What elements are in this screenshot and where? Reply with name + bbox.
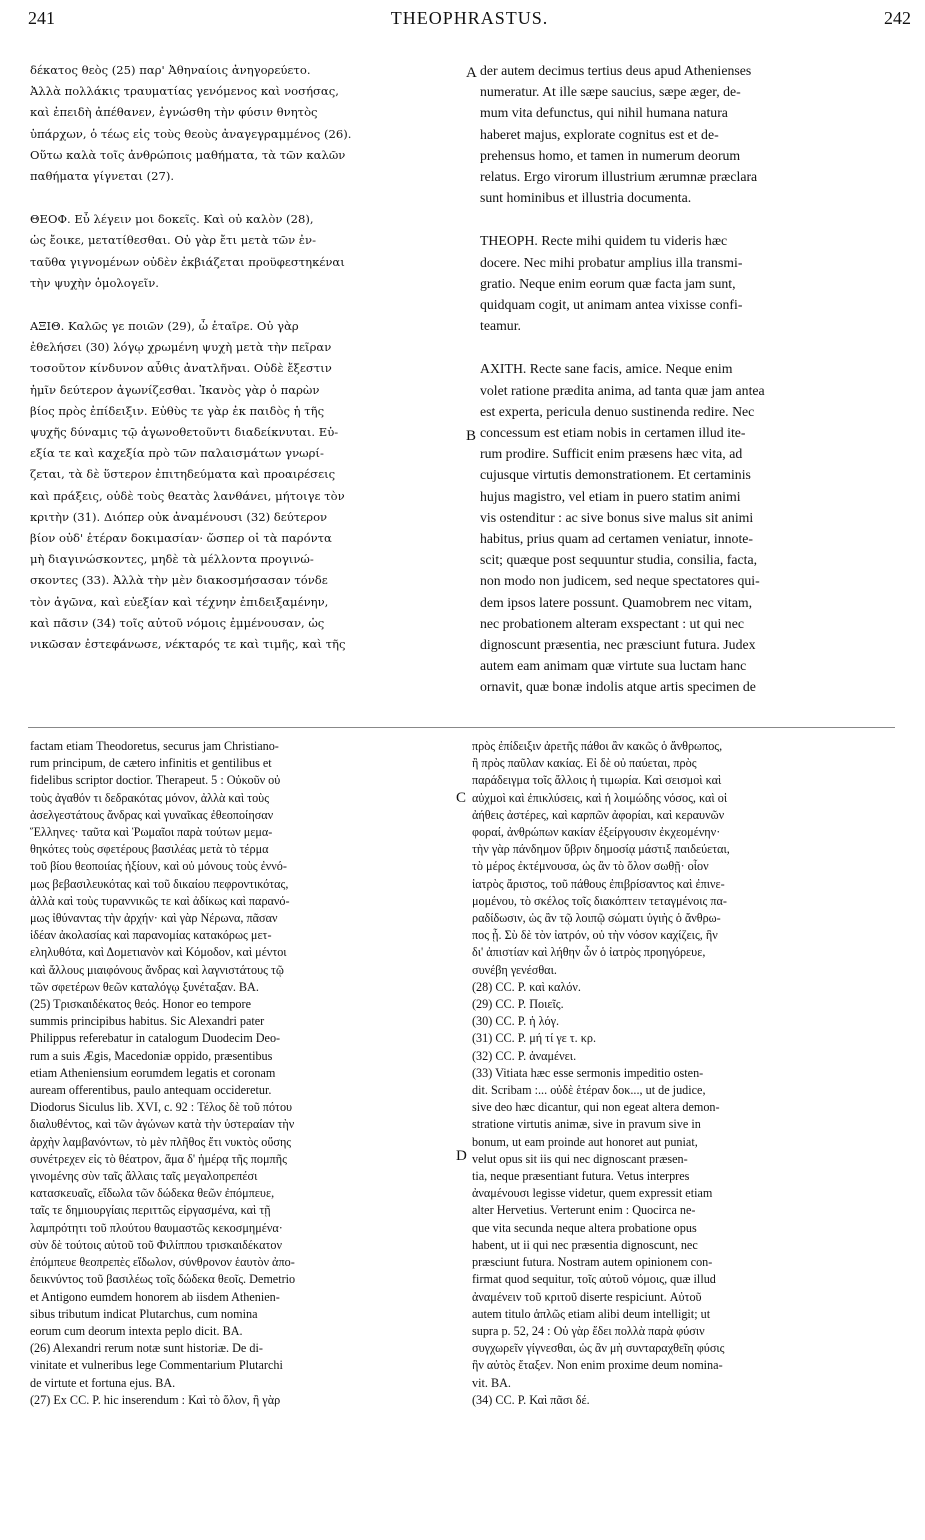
footnotes-right-column — [472, 738, 892, 1409]
text-line: et Antigono eumdem honorem ab iisdem Athenien- — [30, 1289, 280, 1304]
text-line: volet ratione prædita anima, ad tanta quæ jam antea — [480, 382, 765, 398]
text-line: βίος πρὸς ἐπίδειξιν. Εὐθὺς τε γὰρ ἐκ παιδὸς ἡ τῆς — [30, 403, 325, 418]
text-line: νικῶσαν ἐστεφάνωσε, νέκταρός τε καὶ τιμῆς, καὶ τῆς — [30, 637, 346, 652]
text-line: (25) Τρισκαιδέκατος θεός. Honor eo tempore — [30, 997, 251, 1012]
text-line: ἐθελήσει (30) λόγῳ χρωμένη ψυχὴ μετὰ τὴν πεῖραν — [30, 340, 332, 355]
text-line: rum prodire. Sufficit enim præsens hæc vita, ad — [480, 446, 743, 462]
text-line: summis principibus habitus. Sic Alexandri pater — [30, 1014, 265, 1029]
text-line: καὶ πράξεις, οὐδὲ τοὺς θεατὰς λανθάνει, μήτοιγε τὸν — [30, 488, 345, 503]
text-line: scit; quæque post sequuntur studia, consilia, facta, — [480, 552, 758, 568]
text-line: ταῦθα γιγνομένων οὐδὲν ἐκβιάζεται προϋφεστηκέναι — [30, 254, 345, 269]
text-line: firmat quod sequitur, τοῖς αὐτοῦ νόμοις, quæ illud — [472, 1272, 716, 1287]
text-line: rum a suis Ægis, Macedoniæ oppido, præsentibus — [30, 1048, 273, 1063]
text-line: der autem decimus tertius deus apud Athenienses — [480, 63, 752, 78]
text-line: ἀρχὴν λαμβανόντων, τὸ μὲν πλῆθος ἔτι νυκτὸς οὔσης — [30, 1134, 292, 1149]
text-line: ΑΞΙΘ. Καλῶς γε ποιῶν (29), ὦ ἑταῖρε. Οὐ γὰρ — [30, 319, 299, 334]
text-line: alter Hervetius. Verterunt enim : Quocirca ne- — [472, 1203, 696, 1218]
text-line: τοὺς ἀγαθόν τι δεδρακότας μόνον, ἀλλὰ καὶ τοὺς — [30, 790, 270, 805]
paragraph-gap — [480, 336, 890, 358]
text-line: de virtute et fortuna ejus. BA. — [30, 1375, 176, 1390]
text-line: καὶ ἄλλους μιαιφόνους ἄνδρας καὶ λαγνιστάτους τῷ — [30, 962, 284, 977]
text-line: μὴ διαγινώσκοντες, μηδὲ τὰ μέλλοντα προγινώ- — [30, 552, 314, 567]
text-line: eorum cum deorum intexta peplo dicit. BA. — [30, 1323, 243, 1338]
text-line: αὐχμοὶ καὶ ἐπικλύσεις, καὶ ἡ λοιμώδης νόσος, καὶ οἱ — [472, 790, 728, 805]
text-line: THEOPH. Recte mihi quidem tu videris hæc — [480, 233, 728, 249]
text-line: σὺν δὲ τούτοις αὐτοῦ τοῦ Φιλίππου τρισκαιδέκατον — [30, 1237, 282, 1252]
text-line: συνέτρεχεν εἰς τὸ θέατρον, ἅμα δ' ἡμέρᾳ τῆς πομπῆς — [30, 1151, 287, 1166]
text-line: dignoscunt præsentia, nec præsciunt futura. Judex — [480, 637, 756, 653]
text-line: ἢ πρὸς παῦλαν κακίας. Εἰ δὲ οὐ παύεται, πρὸς — [472, 756, 697, 771]
text-line: docere. Nec mihi probatur amplius illa transmi- — [480, 254, 743, 270]
margin-letter-c: C — [456, 790, 467, 806]
running-header — [28, 8, 911, 32]
text-line: ἀήθεις ἀστέρες, καὶ καρπῶν ἀφορίαι, καὶ κεραυνῶν — [472, 807, 725, 822]
text-line: ἀλλὰ καὶ τοὺς τυραννικῶς τε καὶ ἀδίκως καὶ παρανό- — [30, 893, 290, 908]
text-line: ἀναμένουσι legisse videtur, quem expressit etiam — [472, 1186, 713, 1201]
paragraph-gap — [480, 208, 890, 230]
text-line: θηκότες τοὺς σφετέρους βασιλέας μετὰ τὸ τέρμα — [30, 842, 269, 857]
text-line: bonum, ut eam proinde aut honoret aut puniat, — [472, 1134, 698, 1149]
text-line: numeratur. At ille sæpe saucius, sæpe æger, de- — [480, 84, 741, 100]
text-line: ψυχῆς δύναμις τῷ ἀγωνοθετοῦντι διαδείκνυται. Εὐ- — [30, 425, 339, 440]
margin-letter-b: B — [466, 428, 477, 444]
text-line: δεικνύντος τοῦ βασιλέως τοῖς δώδεκα θεοῖς. Demetrio — [30, 1272, 296, 1287]
text-line: εξία τε καὶ καχεξία πρὸ τῶν παλαισμάτων γνωρί- — [30, 446, 324, 461]
text-line: AXITH. Recte sane facis, amice. Neque enim — [480, 361, 733, 377]
text-line: τὴν γὰρ πάνδημον ὕβριν δημοσίᾳ μάστιξ παιδεύεται, — [472, 842, 730, 857]
text-line: τοσοῦτον κίνδυνον αὖθις ἀνατλῆναι. Οὐδὲ ἔξεστιν — [30, 361, 332, 376]
text-line: vit. BA. — [472, 1375, 511, 1390]
text-line: (28) CC. P. καὶ καλόν. — [472, 979, 581, 994]
margin-letter-a: A — [466, 65, 477, 81]
text-line: stratione virtutis animæ, sive in pravum sive in — [472, 1117, 701, 1132]
text-line: τὸ μέρος ἐκτέμνουσα, ὡς ἂν τὸ ὅλον σωθῇ· οἷον — [472, 859, 709, 874]
text-line: παράδειγμα τοῖς ἄλλοις ἡ τιμωρία. Καὶ σεισμοὶ καὶ — [472, 773, 722, 788]
text-line: ραδίδωσιν, ὡς ἂν τῷ λοιπῷ σώματι ὑγιὴς ὁ ἄνθρω- — [472, 911, 721, 926]
page-number-right: 242 — [884, 8, 911, 28]
text-line: λαμπρότητι τοῦ πλούτου θαυμαστῶς κεκοσμημένα· — [30, 1220, 283, 1235]
text-line: συγχωρεῖν γίγνεσθαι, ὡς ἂν μὴ συνταραχθεῖη φύσις — [472, 1341, 725, 1356]
text-line: τὸν ἀγῶνα, καὶ εὐεξίαν καὶ τέχνην ἐπιδειξαμένην, — [30, 594, 329, 609]
text-line: præsciunt futura. Nostram autem opinionem con- — [472, 1255, 713, 1270]
text-line: συνέβη γενέσθαι. — [472, 962, 557, 977]
text-line: ἀναμένειν τοῦ κριτοῦ diserte respiciunt. Αὐτοῦ — [472, 1289, 702, 1304]
text-line: (34) CC. P. Καὶ πᾶσι δέ. — [472, 1392, 590, 1407]
text-line: est experta, pericula denuo sustinenda redire. Nec — [480, 403, 755, 419]
text-line: sive deo hæc dicantur, qui non egeat altera demon- — [472, 1100, 720, 1115]
text-line: dem ipsos latere possunt. Quamobrem nec vitam, — [480, 594, 753, 610]
paragraph-gap — [30, 294, 470, 316]
text-line: τοῦ βίου θεοποιίας ἠξίουν, καὶ οὐ μόνους τοὺς ἐννό- — [30, 859, 287, 874]
text-line: μως ἰθύναντας τὴν ἀρχήν· καὶ γὰρ Νέρωνα, πᾶσαν — [30, 911, 278, 926]
text-line: vis ostenditur : ac sive bonus sive malus sit animi — [480, 509, 754, 525]
text-line: prehensus homo, et tamen in numerum deorum — [480, 147, 741, 163]
text-line: διαλυθέντος, καὶ τῶν ἀγώνων κατὰ τὴν ὑστεραίαν τὴν — [30, 1117, 295, 1132]
text-line: ταῖς τε δημιουργίαις περιττῶς εἰργασμένα, καὶ τῇ — [30, 1203, 271, 1218]
text-line: ἀσελγεστάτους ἄνδρας καὶ γυναῖκας ἐθεοποίησαν — [30, 807, 274, 822]
text-line: ὡς ἔοικε, μετατίθεσθαι. Οὐ γὰρ ἔτι μετὰ τῶν ἐν- — [30, 233, 316, 248]
text-line: καὶ πᾶσιν (34) τοῖς αὐτοῦ νόμοις ἐμμένουσαν, ὡς — [30, 615, 325, 630]
text-line: ΘΕΟΦ. Εὖ λέγειν μοι δοκεῖς. Καὶ οὐ καλὸν (28), — [30, 212, 314, 227]
text-line: τῶν σφετέρων θεῶν καταλόγῳ ξυνέταξαν. BA. — [30, 979, 259, 994]
text-line: autem titulo ἁπλῶς etiam alibi deum intelligit; ut — [472, 1306, 711, 1321]
text-line: nec probationem alteram exspectant : ut qui nec — [480, 615, 744, 631]
text-line: Ἕλληνες· ταῦτα καὶ Ῥωμαῖοι παρὰ τούτων μεμα- — [30, 825, 273, 840]
margin-letter-d: D — [456, 1148, 467, 1164]
text-line: autem eam animam quæ virtute sua luctam hanc — [480, 658, 747, 674]
text-line: hujus magistro, vel etiam in puero statim animi — [480, 488, 741, 504]
text-line: velut opus sit iis qui nec dignoscant præsen- — [472, 1151, 688, 1166]
text-line: (31) CC. P. μή τί γε τ. κρ. — [472, 1031, 597, 1046]
text-line: (26) Alexandri rerum notæ sunt historiæ. De di- — [30, 1341, 263, 1356]
text-line: Philippus referebatur in catalogum Duodecim Deo- — [30, 1031, 281, 1046]
text-line: φοραί, ἀνθρώπων κακίαν ἐξείργουσιν ἐκχεομένην· — [472, 825, 721, 840]
text-line: concessum est etiam nobis in certamen illud ite- — [480, 425, 746, 441]
running-title: THEOPHRASTUS. — [390, 8, 549, 28]
text-line: mum vita defunctus, qui nihil humana natura — [480, 105, 728, 121]
text-line: γινομένης σὺν ταῖς ἄλλαις ταῖς μεγαλοπρεπέσι — [30, 1169, 258, 1184]
page-number-left: 241 — [28, 8, 55, 28]
text-line: habent, ut ii qui nec præsentia dignoscunt, nec — [472, 1237, 698, 1252]
text-line: δι' ἀπιστίαν καὶ λήθην ὧν ὁ ἰατρὸς προηγόρευε, — [472, 945, 706, 960]
text-line: tia, neque præsentiant futura. Vetus interpres — [472, 1169, 690, 1184]
text-line: relatus. Ergo virorum illustrium ærumnæ præclara — [480, 169, 758, 185]
paragraph-gap — [30, 187, 470, 209]
text-line: ornavit, quæ bonæ indolis atque artis specimen de — [480, 679, 756, 695]
text-line: κατασκευαῖς, εἴδωλα τῶν δώδεκα θεῶν ἐπόμπευε, — [30, 1186, 275, 1201]
text-line: habitus, prius quam ad certamen veniatur, innote- — [480, 531, 754, 547]
text-line: ἣν αὐτὸς ἔταξεν. Non enim proxime deum nomina- — [472, 1358, 723, 1373]
text-line: εληλυθότα, καὶ Δομετιανὸν καὶ Κόμοδον, καὶ μέντοι — [30, 945, 287, 960]
text-line: Diodorus Siculus lib. XVI, c. 92 : Τέλος δὲ τοῦ πότου — [30, 1100, 293, 1115]
text-line: teamur. — [480, 318, 521, 334]
text-line: τὴν ψυχὴν ὁμολογεῖν. — [30, 275, 159, 290]
text-line: πρὸς ἐπίδειξιν ἀρετῆς πάθοι ἂν κακῶς ὁ ἄνθρωπος, — [472, 739, 723, 753]
text-line: μομένου, τὸ σκέλος τοῖς διακόπτειν τεταγμένοις πα- — [472, 893, 727, 908]
text-line: sibus tributum indicat Plutarchus, cum nomina — [30, 1306, 258, 1321]
latin-translation-column — [480, 60, 890, 698]
footnotes-left-column — [30, 738, 455, 1409]
text-line: ἐπόμπευε θεοπρεπὲς εἴδωλον, σύνθρονον ἑαυτὸν ἀπο- — [30, 1255, 295, 1270]
text-line: μως βεβασιλευκότας καὶ τοῦ δικαίου πεφροντικότας, — [30, 876, 289, 891]
text-line: haberet majus, explorate cognitus est et de- — [480, 126, 719, 142]
text-line: cujusque virtutis demonstrationem. Et certaminis — [480, 467, 751, 483]
text-line: (29) CC. P. Ποιεῖς. — [472, 997, 564, 1012]
text-line: βίον οὐδ' ἑτέραν δοκιμασίαν· ὥσπερ οἱ τὰ παρόντα — [30, 531, 332, 546]
text-line: ζεται, τὰ δὲ ὕστερον ἐπιτηδεύματα καὶ προαιρέσεις — [30, 467, 336, 482]
text-line: (33) Vitiata hæc esse sermonis impeditio osten- — [472, 1065, 704, 1080]
text-line: κριτὴν (31). Διόπερ οὐκ ἀναμένουσι (32) δεύτερον — [30, 509, 328, 524]
text-line: auream offerentibus, paulo antequam occideretur. — [30, 1083, 272, 1098]
text-line: δέκατος θεὸς (25) παρ' Ἀθηναίοις ἀνηγορεύετο. — [30, 63, 311, 77]
text-line: etiam Atheniensium eorumdem legatis et coronam — [30, 1065, 276, 1080]
text-line: non modo non judicem, sed neque spectatores qui- — [480, 573, 760, 589]
text-line: supra p. 52, 24 : Οὐ γὰρ ἔδει πολλὰ παρὰ φύσιν — [472, 1323, 705, 1338]
greek-text-column — [30, 60, 470, 655]
text-line: σκοντες (33). Ἀλλὰ τὴν μὲν διακοσμήσασαν τόνδε — [30, 573, 328, 588]
footnote-separator — [28, 727, 895, 728]
text-line: ἡμῖν δεύτερον ἀγωνίζεσθαι. Ἱκανὸς γὰρ ὁ παρὼν — [30, 382, 320, 397]
text-line: sunt hominibus et illustria documenta. — [480, 190, 692, 206]
text-line: παθήματα γίγνεται (27). — [30, 169, 175, 184]
text-line: que vita secunda neque altera probatione opus — [472, 1220, 697, 1235]
text-line: gratio. Neque enim eorum quæ facta jam sunt, — [480, 275, 736, 291]
text-line: Ἀλλὰ πολλάκις τραυματίας γενόμενος καὶ νοσήσας, — [30, 84, 339, 99]
text-line: fidelibus scriptor doctior. Therapeut. 5 : Οὐκοῦν οὐ — [30, 773, 281, 788]
text-line: καὶ ἐπειδὴ ἀπέθανεν, ἐγνώσθη τὴν φύσιν θνητὸς — [30, 105, 318, 120]
text-line: Οὕτω καλὰ τοῖς ἀνθρώποις μαθήματα, τὰ τῶν καλῶν — [30, 147, 346, 162]
text-line: rum principum, de cætero infinitis et gentilibus et — [30, 756, 272, 771]
text-line: vinitate et vulneribus lege Commentarium Plutarchi — [30, 1358, 283, 1373]
text-line: (27) Ex CC. P. hic inserendum : Καὶ τὸ ὅλον, ἢ γὰρ — [30, 1392, 281, 1407]
text-line: πος ᾖ. Σὺ δὲ τὸν ἰατρόν, οὐ τὴν νόσον καχίζεις, ἣν — [472, 928, 718, 943]
text-line: (30) CC. P. ἡ λόγ. — [472, 1014, 560, 1029]
text-line: quidquam cogit, ut animam antea vixisse confi- — [480, 297, 743, 313]
text-line: ἰατρὸς ἄριστος, τοῦ πάθους ἐπιβρίσαντος καὶ ἐπινε- — [472, 876, 725, 891]
text-line: factam etiam Theodoretus, securus jam Christiano- — [30, 739, 279, 753]
text-line: dit. Scribam :... οὐδὲ ἑτέραν δοκ..., ut de judice, — [472, 1083, 706, 1098]
text-line: ἰδέαν ἀκολασίας καὶ παρανομίας κατακόρως μετ- — [30, 928, 272, 943]
text-line: (32) CC. P. ἀναμένει. — [472, 1048, 577, 1063]
text-line: ὑπάρχων, ὁ τέως εἰς τοὺς θεοὺς ἀναγεγραμμένος (26). — [30, 126, 352, 141]
